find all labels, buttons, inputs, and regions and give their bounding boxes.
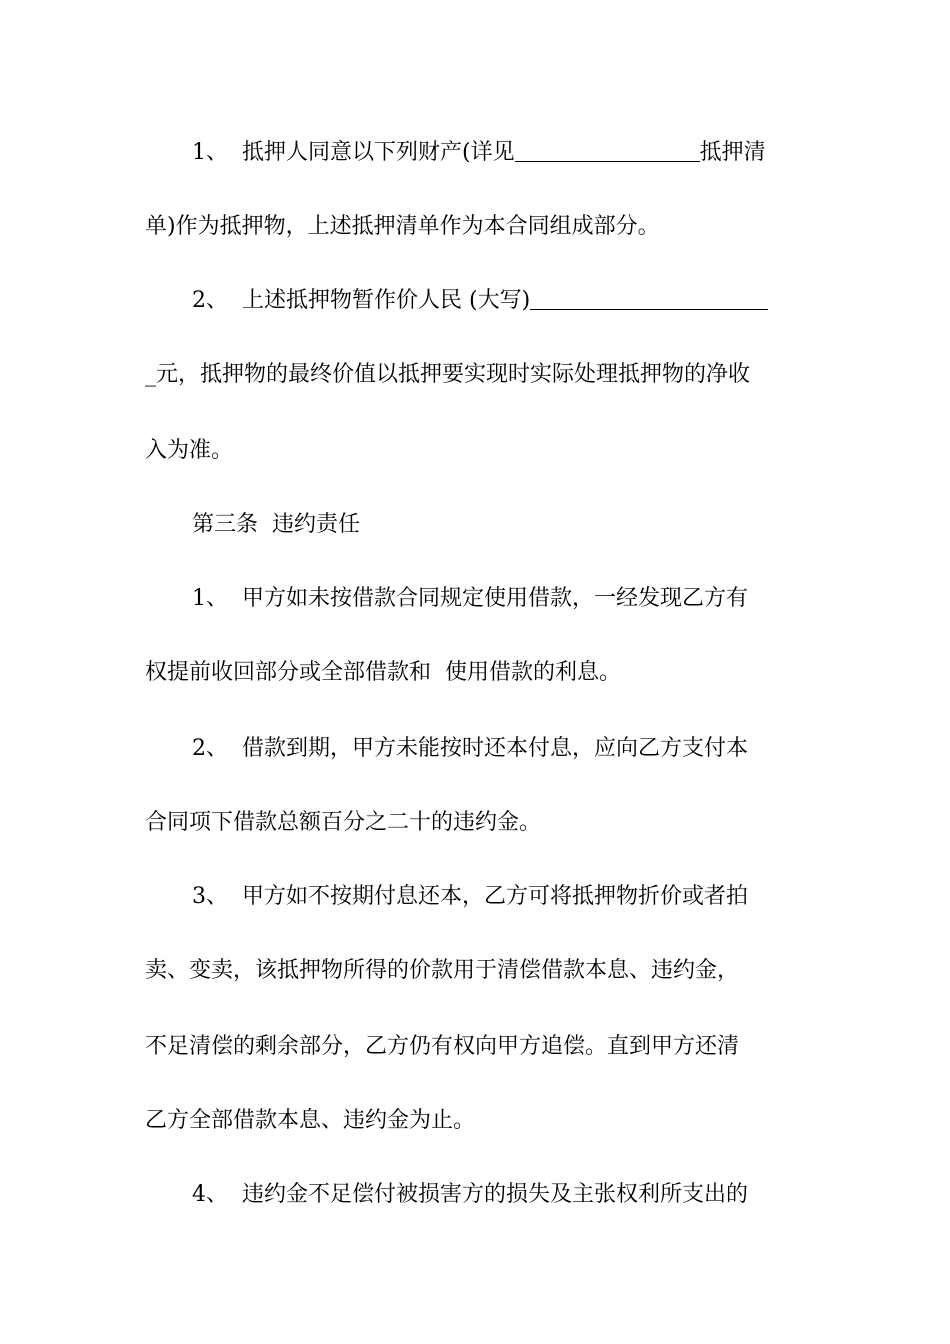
clause-line	[145, 656, 807, 690]
clause-text: 权提前收回部分或全部借款和 使用借款的利息。	[145, 660, 621, 685]
fill-in-blank[interactable]	[530, 287, 768, 310]
clause-text: 甲方如不按期付息还本，乙方可将抵押物折价或者拍	[242, 884, 749, 909]
clause-text: 入为准。	[145, 438, 234, 463]
clause-text: 抵押人同意以下列财产(详见	[242, 140, 515, 165]
clause-line	[145, 1104, 807, 1138]
clause-text: 抵押清	[699, 140, 766, 165]
underscore-mark: _	[145, 362, 156, 387]
clause-line	[145, 1030, 807, 1064]
item-number: 2、	[192, 736, 228, 761]
clause-text: 乙方全部借款本息、违约金为止。	[145, 1108, 476, 1133]
clause-text: 违约金不足偿付被损害方的损失及主张权利所支出的	[242, 1182, 749, 1207]
item-number: 4、	[192, 1182, 228, 1207]
clause-text: 单)作为抵押物，上述抵押清单作为本合同组成部分。	[145, 214, 660, 239]
clause-line	[192, 284, 807, 318]
item-number: 1、	[192, 586, 228, 611]
clause-text: 合同项下借款总额百分之二十的违约金。	[145, 810, 542, 835]
clause-line	[192, 1178, 807, 1212]
section-heading	[192, 508, 807, 542]
clause-text: 元，抵押物的最终价值以抵押要实现时实际处理抵押物的净收	[156, 362, 751, 387]
clause-line	[145, 358, 807, 392]
section-title: 第三条 违约责任	[192, 512, 360, 537]
clause-text: 借款到期，甲方未能按时还本付息，应向乙方支付本	[242, 736, 749, 761]
item-number: 2、	[192, 288, 228, 313]
clause-line	[192, 732, 807, 766]
clause-line	[192, 880, 807, 914]
item-number: 3、	[192, 884, 228, 909]
clause-line	[145, 434, 807, 468]
clause-line	[145, 806, 807, 840]
clause-text: 上述抵押物暂作价人民 (大写)	[242, 288, 531, 313]
item-number: 1、	[192, 140, 228, 165]
clause-line	[192, 582, 807, 616]
clause-line	[192, 136, 807, 170]
clause-line	[145, 210, 807, 244]
clause-text: 不足清偿的剩余部分，乙方仍有权向甲方追偿。直到甲方还清	[145, 1034, 740, 1059]
clause-text: 卖、变卖，该抵押物所得的价款用于清偿借款本息、违约金，	[145, 958, 740, 983]
clause-text: 甲方如未按借款合同规定使用借款，一经发现乙方有	[242, 586, 749, 611]
clause-line	[145, 954, 807, 988]
fill-in-blank[interactable]	[515, 139, 700, 162]
